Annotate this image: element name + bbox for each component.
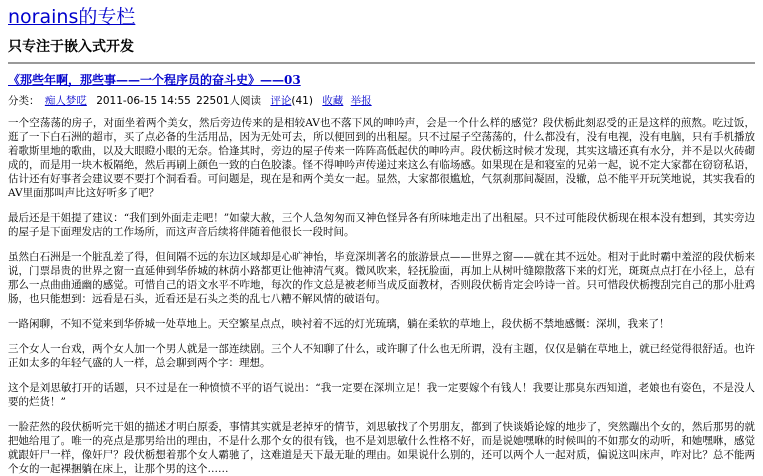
post-content (8, 116, 755, 476)
post-meta (8, 94, 755, 108)
category-label: 分类： (8, 95, 40, 107)
report-link[interactable]: 举报 (350, 95, 372, 107)
favorite-link[interactable]: 收藏 (322, 95, 344, 107)
post-title-link[interactable]: 《那些年啊，那些事——一个程序员的奋斗史》——03 (8, 73, 301, 87)
blog-title-link[interactable]: norains的专栏 (8, 6, 136, 28)
category-link[interactable]: 痴人梦呓 (44, 95, 87, 107)
paragraph: 一脸茫然的段伏栃听完干姐的描述才明白原委，事情其实就是老掉牙的情节，刘思敏找了个男朋友，都到了快谈婚论嫁的地步了，突然蹦出个女的，然后那男的就把她给甩了。唯一的亮点是那男给出的理由，不是什么那个女的很有钱，也不是刘思敏什么性格不好，而是说她嘿咻的时候叫的不如那女的动听，和她嘿咻，感觉就跟奸尸一样，像奸尸？段伏栃想着那个女人霸驰了，这难道是天下最无耻的理由。如果说什么别的，还可以两个人一起对质，偏说这叫床声，咋对比？总不能两个女的一起裸捆躺在床上，让那个男的这个…… (8, 421, 755, 475)
read-count: 22501人阅读 (196, 95, 262, 107)
paragraph: 一个空荡荡的房子，对面坐着两个美女，然后旁边传来的是相较AV也不落下风的呻吟声，会是一个什么样的感觉？段伏栃此刻忍受的正是这样的煎熬。吃过饭，逛了一下白石洲的超市，买了点必备的生活用品，因为无处可去，所以便回到的出租屋。只不过屋子空荡荡的，什么都没有，没有电视，没有电脑，只有手机播放着歌斯里地的歌曲，以及大眼瞪小眼的无奈。恰逢其时，旁边的屋子传来一阵阵高低起伏的呻吟声。段伏栃这时候才发现，其实这墙还真有水分，并不是以火砖砌成的，而是用一块木板隔绝，然后再刷上颜色一致的白色胶漆。怪不得呻吟声传递过来这么有临场感。如果现在是和寝室的兄弟一起，说不定大家都在窃窃私语，估计还有好事者会建议要不要打个洞看看。可问题是，现在是和两个美女一起。显然，大家都很尴尬，气氛刹那间凝固，没辙，总不能平开玩笑地说，其实我看的AV里面那叫声比这好听多了吧？ (8, 117, 755, 199)
page (0, 5, 763, 475)
paragraph: 这个是刘思敏打开的话题，只不过是在一种愤愤不平的语气说出：“我一定要在深圳立足！我一定要嫁个有钱人！我要让那臭东西知道，老娘也有姿色，不是没人要的烂货！” (8, 382, 755, 408)
header-divider (8, 62, 755, 64)
comments-count: (41) (291, 95, 313, 107)
blog-subtitle: 只专注于嵌入式开发 (8, 39, 134, 55)
post-date: 2011-06-15 14:55 (96, 95, 191, 107)
comments-link[interactable]: 评论 (270, 95, 292, 107)
paragraph: 三个女人一台戏，两个女人加一个男人就是一部连续剧。三个人不知聊了什么，或许聊了什么也无所谓，没有主题，仅仅是躺在草地上，就已经觉得很舒适。也许正如太多的年轻气盛的人一样，总会聊到两个字：理想。 (8, 343, 755, 369)
paragraph: 一路闲聊，不知不觉来到华侨城一处草地上。天空繁星点点，映衬着不远的灯光琉璃，躺在柔软的草地上，段伏栃不禁地感慨：深圳，我来了！ (8, 318, 670, 330)
paragraph: 最后还是干姐提了建议：“我们到外面走走吧！”如蒙大赦，三个人急匆匆而又神色怪异各有所味地走出了出租屋。只不过可能段伏栃现在根本没有想到，其实旁边的屋子是下面理发店的工作场所，而这声音后续将伴随着他很长一段时间。 (8, 212, 755, 238)
paragraph: 虽然白石洲是一个脏乱差了得，但间隔不远的东边区域却是心旷神怡，毕竟深圳著名的旅游景点——世界之窗——就在其不远处。相对于此时霸中羞涩的段伏栃来说，门票昂贵的世界之窗一直延伸到华侨城的林荫小路都更让他神清气爽。微风吹来，轻抚脸面，再加上从树叶缝隙散落下来的灯光，斑斑点点打在小径上，总有那么一点曲曲通幽的感觉。可惜自己的语文水平不咋地，每次的作文总是被老师当成反面教材，否则段伏栃肯定会吟诗一首。只可惜段伏栃搜刮完自己的那小肚鸡肠，也只能想到：远看是石头，近看还是石头之类的乱七八糟不解风情的破语句。 (8, 251, 755, 305)
